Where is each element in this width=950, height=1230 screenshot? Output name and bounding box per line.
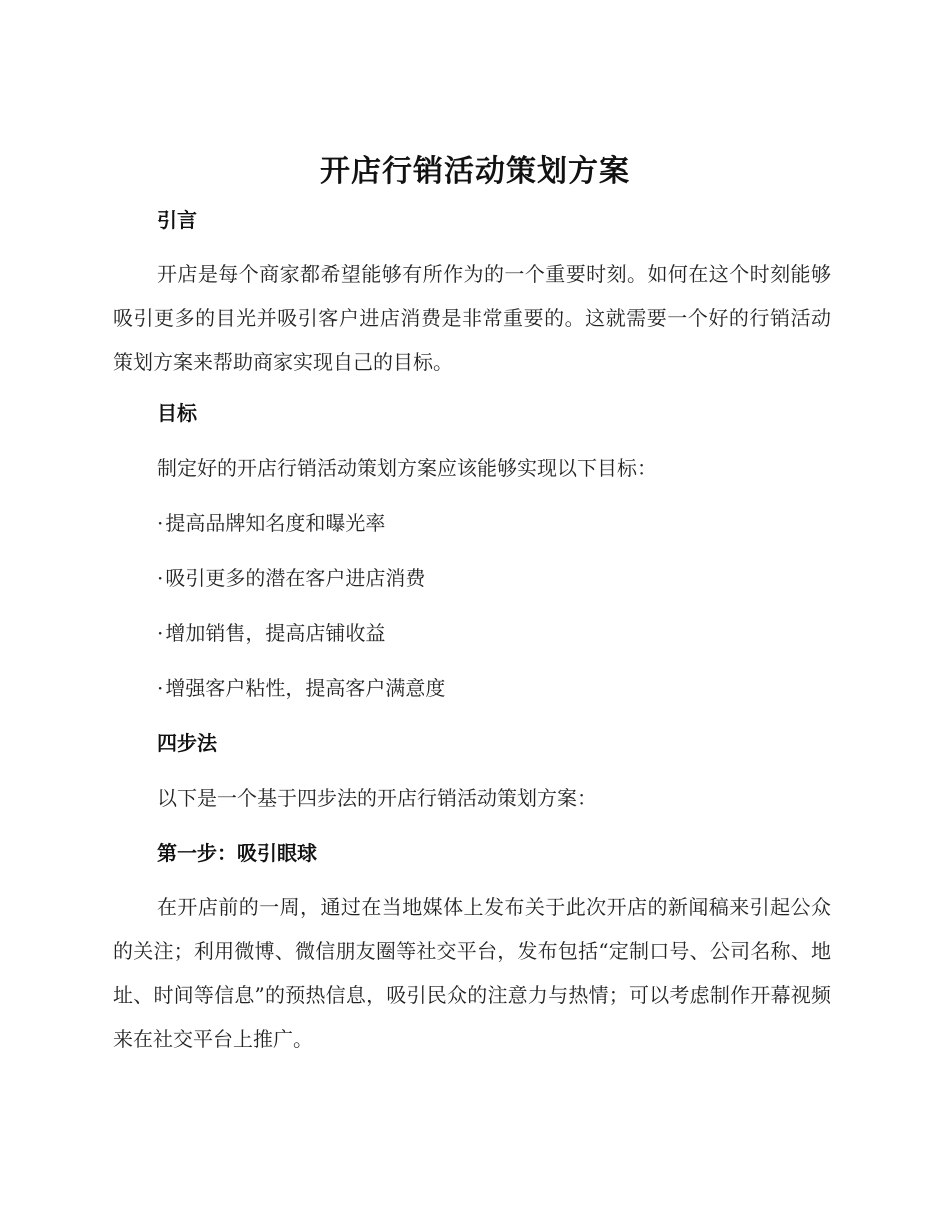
section-heading-step1: 第一步：吸引眼球 xyxy=(157,841,317,865)
four-steps-lead-text: 以下是一个基于四步法的开店行销活动策划方案： xyxy=(157,786,597,810)
goal-item-text: 吸引更多的潜在客户进店消费 xyxy=(165,566,426,590)
section-heading-four-steps: 四步法 xyxy=(157,731,217,755)
section-heading-goals: 目标 xyxy=(157,401,197,425)
bullet-dot-icon: · xyxy=(157,511,164,535)
step1-paragraph: 在开店前的一周，通过在当地媒体上发布关于此次开店的新闻稿来引起公众的关注；利用微博、微信朋友圈等社交平台，发布包括“定制口号、公司名称、地址、时间等信息”的预热信息，吸引民众的注意力与热情；可以考虑制作开幕视频来在社交平台上推广。 xyxy=(113,895,831,1051)
goal-bullet-item xyxy=(157,673,445,703)
goal-bullet-item xyxy=(157,508,385,538)
intro-paragraph: 开店是每个商家都希望能够有所作为的一个重要时刻。如何在这个时刻能够吸引更多的目光并吸引客户进店消费是非常重要的。这就需要一个好的行销活动策划方案来帮助商家实现自己的目标。 xyxy=(113,262,831,374)
goal-bullet-item xyxy=(157,563,425,593)
goal-bullet-item xyxy=(157,618,385,648)
bullet-dot-icon: · xyxy=(157,621,164,645)
goal-item-text: 增强客户粘性，提高客户满意度 xyxy=(165,676,446,700)
goals-lead-text: 制定好的开店行销活动策划方案应该能够实现以下目标： xyxy=(157,456,657,480)
goal-item-text: 提高品牌知名度和曝光率 xyxy=(165,511,386,535)
section-heading-intro: 引言 xyxy=(157,208,197,232)
bullet-dot-icon: · xyxy=(157,566,164,590)
bullet-dot-icon: · xyxy=(157,676,164,700)
goal-item-text: 增加销售，提高店铺收益 xyxy=(165,621,386,645)
document-title: 开店行销活动策划方案 xyxy=(320,154,630,189)
